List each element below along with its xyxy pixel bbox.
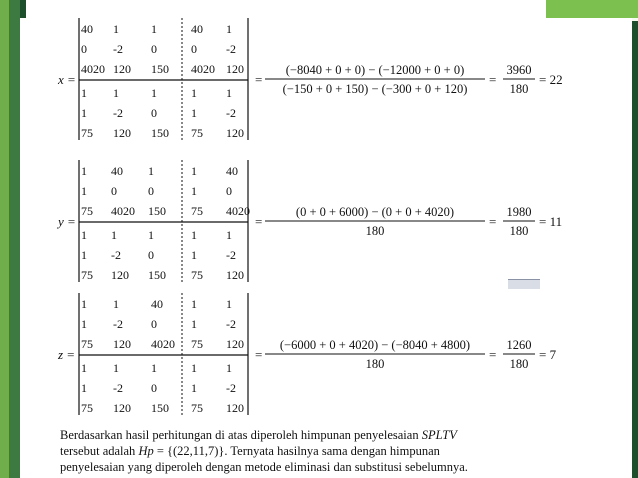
block-y-denominator-left-cell: 1 [148,228,154,242]
block-y-denominator-left-cell: 0 [148,248,154,262]
block-y-denominator-right-cell: 1 [226,228,232,242]
block-z-numerator-left-cell: -2 [113,317,123,331]
block-x-numerator-left-cell: 0 [151,42,157,56]
block-y-denominator-right-cell: 75 [191,268,203,282]
block-z-denominator-left-cell: 1 [81,361,87,375]
block-y-numerator-right-cell: 4020 [226,204,250,218]
block-x-denominator-right-cell: 1 [226,86,232,100]
block-z-numerator-left-cell: 75 [81,337,93,351]
conclusion-text: = {(22,11,7)}. Ternyata hasilnya sama dengan himpunan [153,444,440,458]
block-x-denominator-left-cell: -2 [113,106,123,120]
block-x-numerator-left-cell: 40 [81,22,93,36]
block-z-denominator-right-cell: 120 [226,401,244,415]
block-x-denominator-right-cell: 1 [191,106,197,120]
block-x-denominator-right-cell: 75 [191,126,203,140]
block-z-numerator-right-cell: 75 [191,337,203,351]
block-y-step-numerator: (0 + 0 + 6000) − (0 + 0 + 4020) [295,205,455,219]
block-x-equals-2: = [489,72,497,87]
block-z-numerator-right-cell: 1 [191,297,197,311]
block-y-result-denominator: 180 [509,224,529,238]
block-y-numerator-left-cell: 1 [148,164,154,178]
block-z-equals-2: = [489,347,497,362]
block-z-numerator-left-cell: 0 [151,317,157,331]
block-y-numerator-left-cell: 1 [81,164,87,178]
block-y-numerator-right-cell: 0 [226,184,232,198]
block-y-numerator-left-cell: 150 [148,204,166,218]
block-z-numerator-right-cell: 120 [226,337,244,351]
block-x-numerator-left-cell: 1 [113,22,119,36]
block-z-numerator-left-cell: 40 [151,297,163,311]
block-y-denominator-left-cell: 150 [148,268,166,282]
block-y-numerator-left-cell: 0 [148,184,154,198]
block-y-numerator-left-cell: 40 [111,164,123,178]
block-x-denominator-left-cell: 75 [81,126,93,140]
block-z-numerator-right-cell: 1 [191,317,197,331]
block-z-numerator-right-cell: -2 [226,317,236,331]
block-y-numerator-right-cell: 40 [226,164,238,178]
block-x-denominator-left-cell: 1 [113,86,119,100]
block-x-final-result: = 22 [539,72,563,87]
block-y-numerator-right-cell: 1 [191,164,197,178]
block-z-numerator-left-cell: 1 [81,297,87,311]
conclusion-line-2 [60,444,441,458]
block-y-denominator-right-cell: 120 [226,268,244,282]
document-page [26,0,563,478]
block-x-step-numerator: (−8040 + 0 + 0) − (−12000 + 0 + 0) [285,63,465,77]
block-z-denominator-left-cell: 150 [151,401,169,415]
block-z-denominator-right-cell: -2 [226,381,236,395]
block-z-numerator-left-cell: 4020 [151,337,175,351]
block-z-numerator-right-cell: 1 [226,297,232,311]
block-x-denominator-right-cell: 120 [226,126,244,140]
block-z-variable-label: z = [58,347,76,362]
block-x-numerator-right-cell: 0 [191,42,197,56]
block-y-result-numerator: 1980 [506,205,532,219]
block-z-step-numerator: (−6000 + 0 + 4020) − (−8040 + 4800) [279,338,471,352]
block-y-denominator-left-cell: 1 [81,228,87,242]
conclusion-line-1 [60,428,458,442]
block-x-equals-1: = [255,72,263,87]
block-x-denominator-left-cell: 1 [81,86,87,100]
block-z-step-denominator: 180 [365,357,385,371]
block-x-numerator-left-cell: -2 [113,42,123,56]
block-y-denominator-right-cell: 1 [191,228,197,242]
block-x-denominator-right-cell: -2 [226,106,236,120]
block-y-denominator-left-cell: 120 [111,268,129,282]
block-z-denominator-left-cell: 75 [81,401,93,415]
block-z-denominator-left-cell: -2 [113,381,123,395]
block-z-denominator-left-cell: 1 [81,381,87,395]
block-y-final-result: = 11 [539,214,563,229]
block-x-denominator-left-cell: 0 [151,106,157,120]
block-x-denominator-left-cell: 120 [113,126,131,140]
slide-accent-stripe-light [0,0,9,478]
conclusion-term: SPLTV [421,428,457,442]
block-x-numerator-left-cell: 150 [151,62,169,76]
block-z-denominator-left-cell: 0 [151,381,157,395]
block-x-numerator-left-cell: 4020 [81,62,105,76]
block-x-step-denominator: (−150 + 0 + 150) − (−300 + 0 + 120) [282,82,468,96]
block-y-denominator-left-cell: 1 [81,248,87,262]
block-x-numerator-right-cell: 1 [226,22,232,36]
block-y-equals-1: = [255,214,263,229]
block-x-numerator-right-cell: 120 [226,62,244,76]
block-z-denominator-right-cell: 75 [191,401,203,415]
block-x-denominator-left-cell: 150 [151,126,169,140]
conclusion-text: Berdasarkan hasil perhitungan di atas diperoleh himpunan penyelesaian [60,428,422,442]
block-z-denominator-right-cell: 1 [191,381,197,395]
block-z-result-denominator: 180 [509,357,529,371]
block-x-numerator-right-cell: 40 [191,22,203,36]
block-y-variable-label: y = [58,214,76,229]
block-z-equals-1: = [255,347,263,362]
conclusion-term: Hp [138,444,154,458]
block-y-denominator-left-cell: 1 [111,228,117,242]
page-corner-artifact [508,279,540,289]
block-x-result-numerator: 3960 [506,63,532,77]
block-z-denominator-left-cell: 120 [113,401,131,415]
block-x-numerator-left-cell: 120 [113,62,131,76]
block-z-final-result: = 7 [539,347,557,362]
block-z-numerator-left-cell: 1 [113,297,119,311]
block-x-variable-label: x = [58,72,76,87]
conclusion-text: tersebut adalah [60,444,139,458]
cramer-calculation [26,0,563,478]
block-y-denominator-left-cell: -2 [111,248,121,262]
block-x-denominator-right-cell: 1 [191,86,197,100]
block-z-denominator-left-cell: 1 [113,361,119,375]
block-y-denominator-left-cell: 75 [81,268,93,282]
block-x-numerator-left-cell: 1 [151,22,157,36]
block-x-denominator-left-cell: 1 [151,86,157,100]
block-x-result-denominator: 180 [509,82,529,96]
block-y-numerator-left-cell: 75 [81,204,93,218]
block-x-denominator-left-cell: 1 [81,106,87,120]
conclusion-line-3: penyelesaian yang diperoleh dengan metode eliminasi dan substitusi sebelumnya. [60,460,468,474]
block-y-numerator-left-cell: 1 [81,184,87,198]
block-z-denominator-right-cell: 1 [226,361,232,375]
block-y-numerator-right-cell: 75 [191,204,203,218]
block-y-numerator-left-cell: 0 [111,184,117,198]
block-z-denominator-left-cell: 1 [151,361,157,375]
block-y-numerator-left-cell: 4020 [111,204,135,218]
block-z-numerator-left-cell: 120 [113,337,131,351]
block-y-denominator-right-cell: 1 [191,248,197,262]
block-y-step-denominator: 180 [365,224,385,238]
block-x-numerator-left-cell: 0 [81,42,87,56]
block-x-numerator-right-cell: 4020 [191,62,215,76]
block-x-numerator-right-cell: -2 [226,42,236,56]
block-y-denominator-right-cell: -2 [226,248,236,262]
block-z-numerator-left-cell: 1 [81,317,87,331]
block-z-denominator-right-cell: 1 [191,361,197,375]
block-y-numerator-right-cell: 1 [191,184,197,198]
block-y-equals-2: = [489,214,497,229]
block-z-result-numerator: 1260 [506,338,532,352]
